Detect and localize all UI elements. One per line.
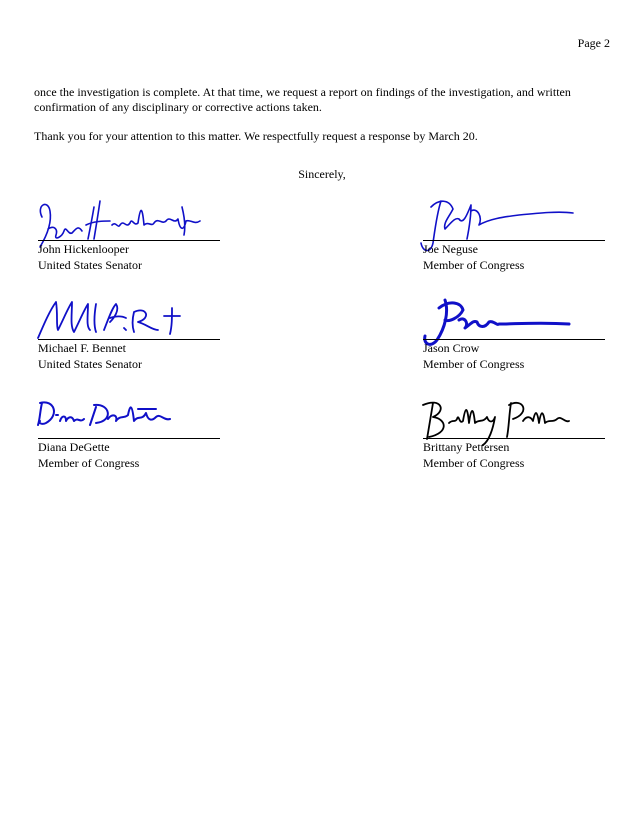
signatory-name: Joe Neguse — [423, 242, 478, 256]
signatory-name: Jason Crow — [423, 341, 480, 355]
paragraph-investigation: once the investigation is complete. At that time, we request a report on findings of the investigation, and written confirmation of any disciplinary or corrective actions taken. — [34, 85, 571, 114]
signatory-title: Member of Congress — [423, 258, 525, 272]
signature-line — [423, 438, 605, 439]
signatory-title: United States Senator — [38, 258, 142, 272]
signature-line — [38, 438, 220, 439]
signatory-title: Member of Congress — [38, 456, 140, 470]
signature-line — [38, 339, 220, 340]
signatory-name: Brittany Pettersen — [423, 440, 510, 454]
paragraph-thank-you: Thank you for your attention to this matter. We respectfully request a response by March 20. — [34, 129, 478, 143]
signatory-name: Diana DeGette — [38, 440, 110, 454]
signatory-title: Member of Congress — [423, 456, 525, 470]
signature-line — [38, 240, 220, 241]
signatory-title: Member of Congress — [423, 357, 525, 371]
closing: Sincerely, — [298, 167, 346, 181]
signature-line — [423, 240, 605, 241]
page-number: Page 2 — [577, 36, 610, 50]
signatory-title: United States Senator — [38, 357, 142, 371]
signatory-name: Michael F. Bennet — [38, 341, 127, 355]
signature-line — [423, 339, 605, 340]
signatory-name: John Hickenlooper — [38, 242, 129, 256]
